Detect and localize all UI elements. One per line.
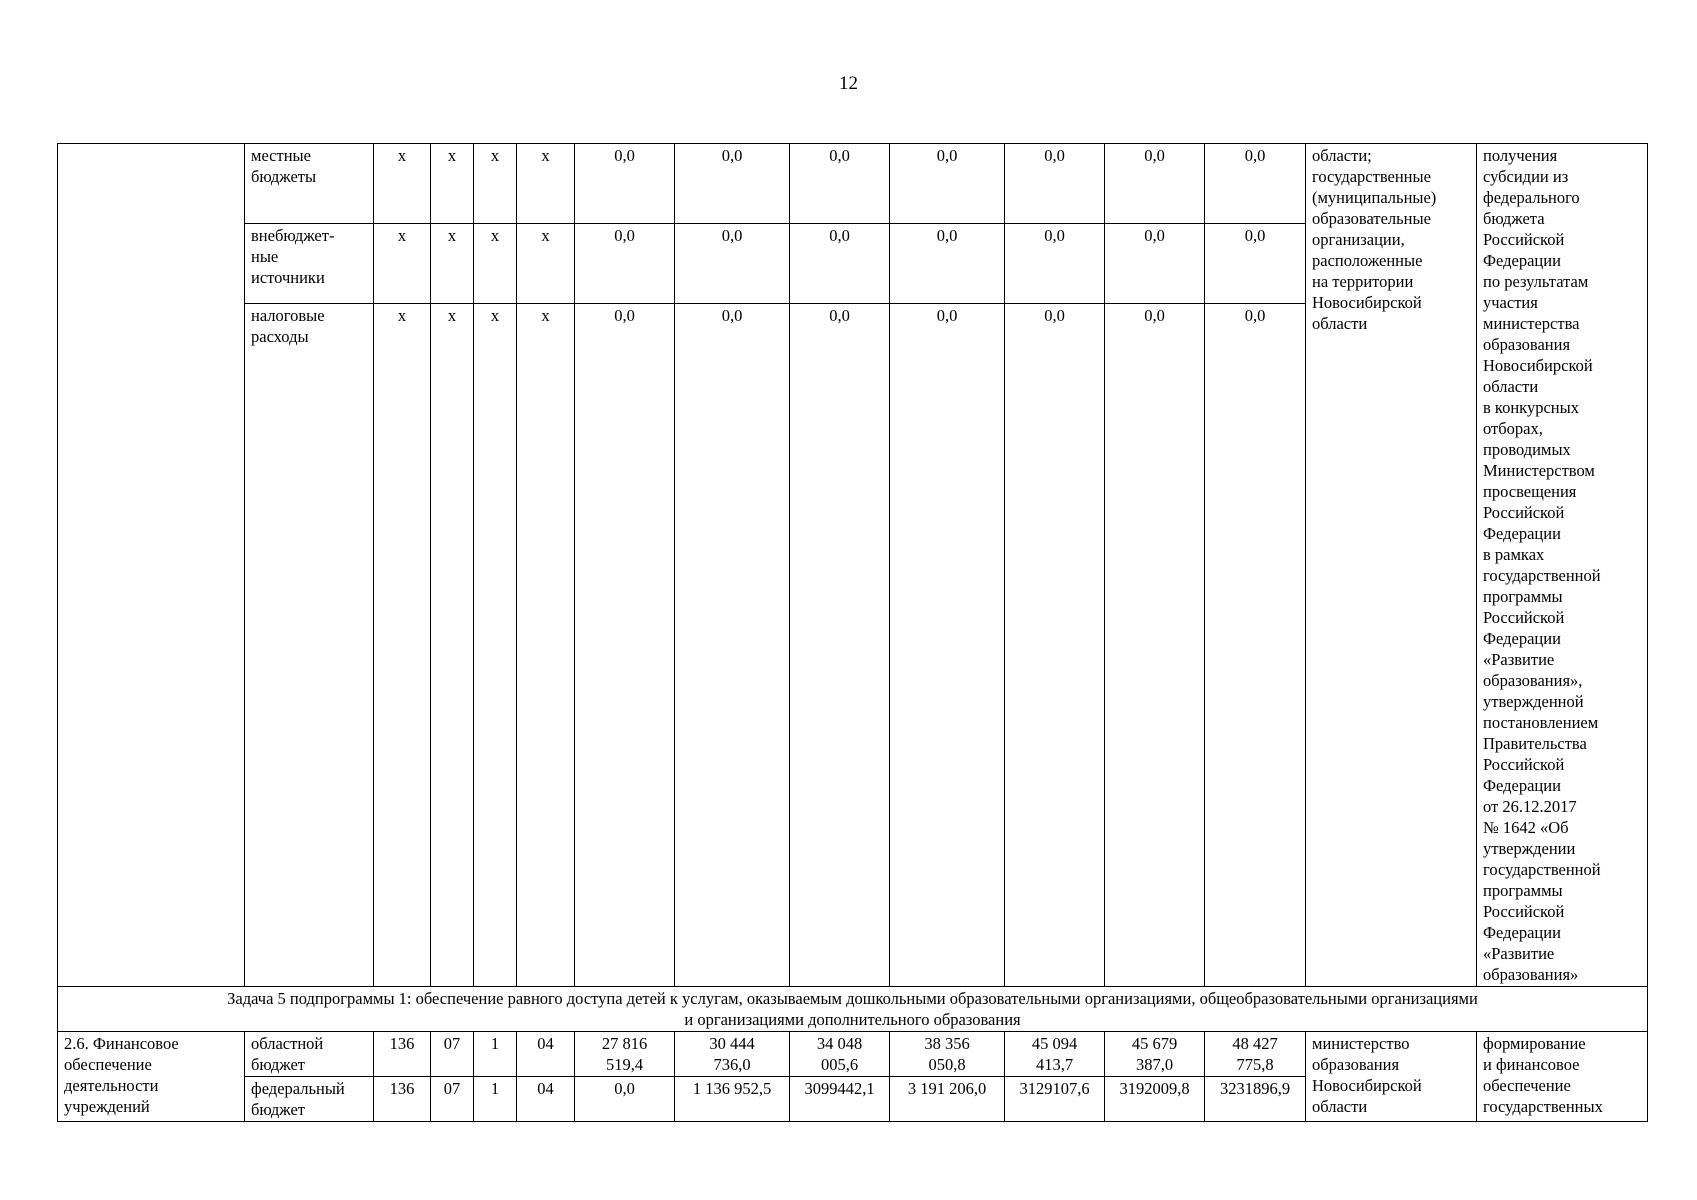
value-cell: 0,0 bbox=[1105, 224, 1205, 304]
value-cell: 0,0 bbox=[1005, 304, 1105, 987]
value-cell: 0,0 bbox=[675, 144, 790, 224]
result-cell: формирование и финансовое обеспечение государственных bbox=[1477, 1032, 1648, 1122]
value-cell: 38 356 050,8 bbox=[890, 1032, 1005, 1077]
value-cell: 30 444 736,0 bbox=[675, 1032, 790, 1077]
budget-table bbox=[57, 143, 1648, 1122]
task-heading: Задача 5 подпрограммы 1: обеспечение равного доступа детей к услугам, оказываемым дошкольными образовательными организациями, общеобразовательными организациями и организациями дополнительного образования bbox=[58, 987, 1648, 1032]
code-cell: х bbox=[474, 224, 517, 304]
code-cell: 07 bbox=[431, 1032, 474, 1077]
funding-source: федеральный бюджет bbox=[245, 1077, 374, 1122]
value-cell: 0,0 bbox=[1105, 144, 1205, 224]
code-cell: х bbox=[474, 304, 517, 987]
value-cell: 0,0 bbox=[790, 224, 890, 304]
value-cell: 3099442,1 bbox=[790, 1077, 890, 1122]
value-cell: 1 136 952,5 bbox=[675, 1077, 790, 1122]
value-cell: 0,0 bbox=[575, 1077, 675, 1122]
code-cell: 04 bbox=[517, 1032, 575, 1077]
value-cell: 0,0 bbox=[890, 224, 1005, 304]
code-cell: х bbox=[374, 224, 431, 304]
page-number: 12 bbox=[839, 73, 858, 94]
value-cell: 0,0 bbox=[1205, 304, 1306, 987]
funding-source: внебюджет- ные источники bbox=[245, 224, 374, 304]
code-cell: х bbox=[374, 304, 431, 987]
code-cell: 1 bbox=[474, 1077, 517, 1122]
funding-source: местные бюджеты bbox=[245, 144, 374, 224]
item-name-cell: 2.6. Финансовое обеспечение деятельности учреждений bbox=[58, 1032, 245, 1122]
code-cell: х bbox=[474, 144, 517, 224]
executor-cell: министерство образования Новосибирской области bbox=[1306, 1032, 1477, 1122]
value-cell: 0,0 bbox=[575, 144, 675, 224]
funding-source: областной бюджет bbox=[245, 1032, 374, 1077]
value-cell: 34 048 005,6 bbox=[790, 1032, 890, 1077]
value-cell: 0,0 bbox=[675, 224, 790, 304]
value-cell: 0,0 bbox=[790, 304, 890, 987]
value-cell: 0,0 bbox=[1205, 224, 1306, 304]
value-cell: 0,0 bbox=[675, 304, 790, 987]
code-cell: 1 bbox=[474, 1032, 517, 1077]
code-cell: 136 bbox=[374, 1077, 431, 1122]
value-cell: 3231896,9 bbox=[1205, 1077, 1306, 1122]
code-cell: 136 bbox=[374, 1032, 431, 1077]
funding-source: налоговые расходы bbox=[245, 304, 374, 987]
value-cell: 0,0 bbox=[790, 144, 890, 224]
code-cell: 04 bbox=[517, 1077, 575, 1122]
table-row bbox=[58, 144, 1648, 224]
task-row bbox=[58, 987, 1648, 1032]
code-cell: х bbox=[374, 144, 431, 224]
value-cell: 45 679 387,0 bbox=[1105, 1032, 1205, 1077]
value-cell: 0,0 bbox=[575, 304, 675, 987]
value-cell: 27 816 519,4 bbox=[575, 1032, 675, 1077]
empty-name-cell bbox=[58, 144, 245, 987]
executor-cell: области; государственные (муниципальные) образовательные организации, расположенные на территории Новосибирской области bbox=[1306, 144, 1477, 987]
value-cell: 45 094 413,7 bbox=[1005, 1032, 1105, 1077]
value-cell: 0,0 bbox=[1105, 304, 1205, 987]
value-cell: 3 191 206,0 bbox=[890, 1077, 1005, 1122]
code-cell: х bbox=[517, 144, 575, 224]
value-cell: 0,0 bbox=[890, 304, 1005, 987]
value-cell: 0,0 bbox=[890, 144, 1005, 224]
result-cell: получения субсидии из федерального бюджета Российской Федерации по результатам участия министерства образования Новосибирской области в конкурсных отборах, проводимых Министерством просвещения Российской Федерации в рамках государственной программы Российской Федерации «Развитие образования», утвержденной постановлением Правительства Российской Федерации от 26.12.2017 № 1642 «Об утверждении государственной программы Российской Федерации «Развитие образования» bbox=[1477, 144, 1648, 987]
code-cell: х bbox=[431, 224, 474, 304]
value-cell: 3192009,8 bbox=[1105, 1077, 1205, 1122]
value-cell: 0,0 bbox=[1205, 144, 1306, 224]
code-cell: х bbox=[431, 144, 474, 224]
value-cell: 0,0 bbox=[575, 224, 675, 304]
table-row bbox=[58, 1032, 1648, 1077]
code-cell: х bbox=[517, 304, 575, 987]
value-cell: 48 427 775,8 bbox=[1205, 1032, 1306, 1077]
value-cell: 3129107,6 bbox=[1005, 1077, 1105, 1122]
code-cell: х bbox=[517, 224, 575, 304]
value-cell: 0,0 bbox=[1005, 224, 1105, 304]
code-cell: х bbox=[431, 304, 474, 987]
value-cell: 0,0 bbox=[1005, 144, 1105, 224]
code-cell: 07 bbox=[431, 1077, 474, 1122]
